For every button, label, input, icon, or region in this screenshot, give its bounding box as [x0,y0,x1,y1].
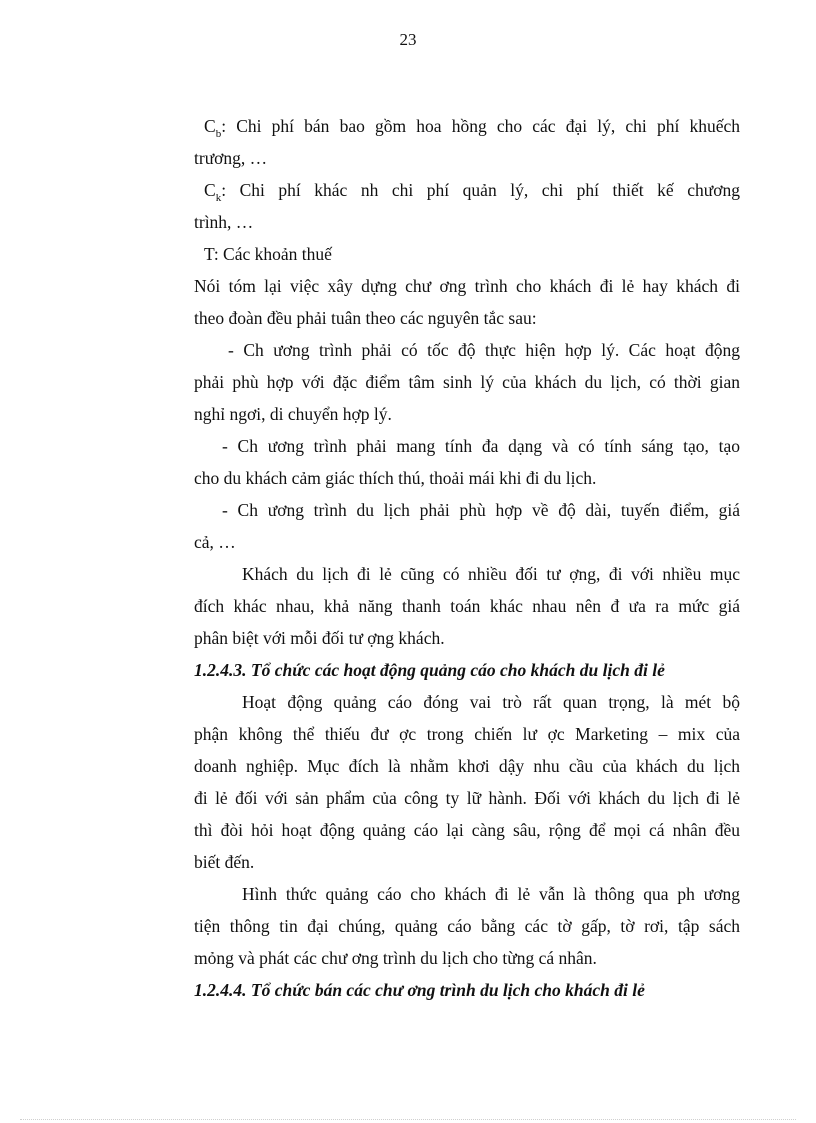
line-text: đi lẻ đối với sản phẩm của công ty lữ hành. Đối với khách du lịch đi lẻ [194,788,740,808]
line-text: 1.2.4.3. Tổ chức các hoạt động quảng cáo cho khách du lịch đi lẻ [194,660,665,680]
text-line [194,878,740,910]
text-line [194,334,740,366]
page-number: 23 [399,30,417,49]
text-line [194,238,740,270]
text-line [194,590,740,622]
text-line [194,398,740,430]
text-line [194,558,740,590]
text-line [194,846,740,878]
line-text: tiện thông tin đại chúng, quảng cáo bằng các tờ gấp, tờ rơi, tập sách [194,916,740,936]
page-body [194,110,740,1006]
text-line [194,942,740,974]
line-text: T: Các khoản thuế [204,244,332,264]
line-text: - Ch ương trình phải mang tính đa dạng và có tính sáng tạo, tạo [222,436,740,456]
line-text: Nói tóm lại việc xây dựng chư ơng trình cho khách đi lẻ hay khách đi [194,276,740,296]
line-text: 1.2.4.4. Tổ chức bán các chư ơng trình du lịch cho khách đi lẻ [194,980,645,1000]
text-line [194,110,740,142]
text-line [194,430,740,462]
line-text: phận không thể thiếu đư ợc trong chiến lư ợc Marketing – mix của [194,724,740,744]
text-line [194,494,740,526]
symbol-subscript: b [215,128,222,140]
line-text: trình, … [194,212,254,232]
text-line [194,174,740,206]
line-text: phải phù hợp với đặc điểm tâm sinh lý của khách du lịch, có thời gian [194,372,740,392]
symbol: C [204,116,216,136]
text-line [194,526,740,558]
line-text: Khách du lịch đi lẻ cũng có nhiều đối tư ợng, đi với nhiều mục [242,564,740,584]
line-text: - Ch ương trình du lịch phải phù hợp về độ dài, tuyến điểm, giá [222,500,740,520]
line-text: trương, … [194,148,268,168]
line-text: : Chi phí khác nh chi phí quản lý, chi phí thiết kế chương [221,180,740,200]
line-text: đích khác nhau, khả năng thanh toán khác nhau nên đ ưa ra mức giá [194,596,740,616]
line-text: nghỉ ngơi, di chuyển hợp lý. [194,404,392,424]
text-line [194,270,740,302]
text-line [194,206,740,238]
line-text: biết đến. [194,852,255,872]
line-text: : Chi phí bán bao gồm hoa hồng cho các đại lý, chi phí khuếch [221,116,740,136]
line-text: - Ch ương trình phải có tốc độ thực hiện hợp lý. Các hoạt động [228,340,740,360]
page-bottom-divider [20,1119,796,1120]
text-line [194,814,740,846]
text-line [194,142,740,174]
line-text: cả, … [194,532,236,552]
text-line [194,910,740,942]
text-line [194,718,740,750]
line-text: theo đoàn đều phải tuân theo các nguyên tắc sau: [194,308,537,328]
line-text: Hoạt động quảng cáo đóng vai trò rất quan trọng, là mét bộ [242,692,740,712]
text-line [194,782,740,814]
section-heading [194,654,740,686]
symbol: C [204,180,216,200]
line-text: thì đòi hỏi hoạt động quảng cáo lại càng sâu, rộng để mọi cá nhân đều [194,820,740,840]
text-line [194,750,740,782]
line-text: mỏng và phát các chư ơng trình du lịch cho từng cá nhân. [194,948,597,968]
section-heading [194,974,740,1006]
line-text: Hình thức quảng cáo cho khách đi lẻ vẫn là thông qua ph ương [242,884,740,904]
text-line [194,686,740,718]
text-line [194,302,740,334]
line-text: phân biệt với mỗi đối tư ợng khách. [194,628,445,648]
text-line [194,366,740,398]
line-text: cho du khách cảm giác thích thú, thoải mái khi đi du lịch. [194,468,597,488]
line-text: doanh nghiệp. Mục đích là nhằm khơi dậy nhu cầu của khách du lịch [194,756,740,776]
text-line [194,462,740,494]
symbol-subscript: k [215,192,222,204]
text-line [194,622,740,654]
